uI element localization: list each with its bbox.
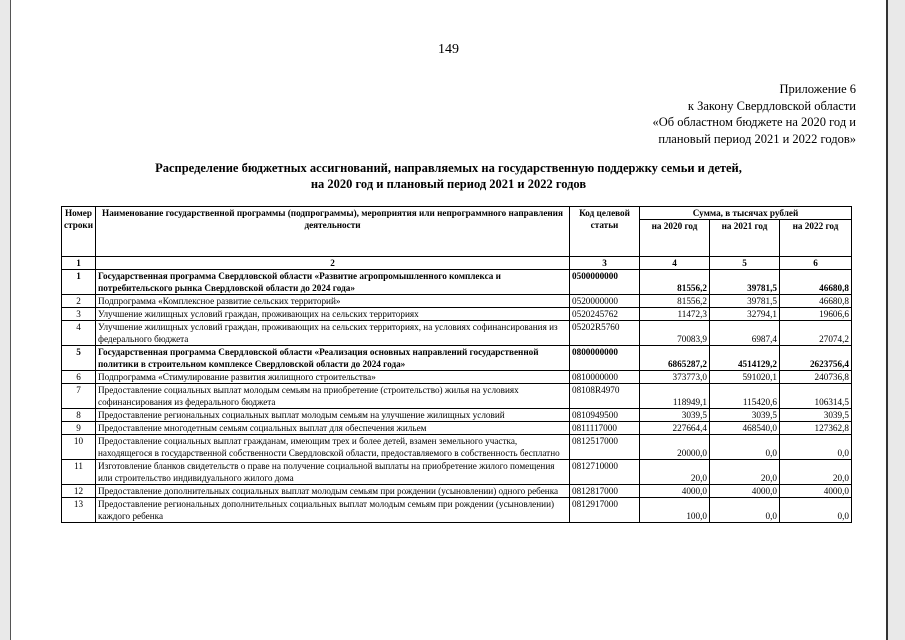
row-code: 0812710000: [570, 460, 640, 485]
appendix-line-2: к Закону Свердловской области: [687, 98, 856, 113]
row-value-2022: 4000,0: [780, 485, 852, 498]
row-value-2021: 39781,5: [710, 295, 780, 308]
table-row: [62, 321, 852, 346]
row-name: Подпрограмма «Комплексное развитие сельских территорий»: [96, 295, 570, 308]
header-code: Код целевой статьи: [570, 207, 640, 257]
appendix-line-3: «Об областном бюджете на 2020 год и: [652, 115, 856, 129]
row-name: Подпрограмма «Стимулирование развития жилищного строительства»: [96, 371, 570, 384]
row-value-2022: 3039,5: [780, 409, 852, 422]
header-row: [62, 207, 852, 220]
row-code: 0812517000: [570, 435, 640, 460]
document-title: [11, 160, 886, 192]
row-number: 3: [62, 308, 96, 321]
column-index: 2: [96, 257, 570, 270]
table-row: [62, 295, 852, 308]
row-value-2022: 127362,8: [780, 422, 852, 435]
row-value-2021: 3039,5: [710, 409, 780, 422]
row-code: 05202R5760: [570, 321, 640, 346]
row-value-2021: 591020,1: [710, 371, 780, 384]
column-index: 3: [570, 257, 640, 270]
header-sum: Сумма, в тысячах рублей: [640, 207, 852, 220]
row-name: Предоставление социальных выплат гражданам, имеющим трех и более детей, взамен земельного участка, находящегося в государственной собственности Свердловской области, предоставляемого в собственность бесплатно: [96, 435, 570, 460]
table-row: [62, 460, 852, 485]
row-value-2022: 106314,5: [780, 384, 852, 409]
row-value-2022: 2623756,4: [780, 346, 852, 371]
table-row: [62, 346, 852, 371]
row-code: 0520245762: [570, 308, 640, 321]
appendix-line-1: Приложение 6: [779, 82, 856, 96]
row-name: Предоставление региональных социальных выплат молодым семьям на улучшение жилищных условий: [96, 409, 570, 422]
title-line-2: на 2020 год и плановый период 2021 и 2022 годов: [310, 177, 587, 191]
table-row: [62, 498, 852, 523]
row-code: 0812917000: [570, 498, 640, 523]
header-2022: на 2022 год: [780, 220, 852, 257]
document-page: [10, 0, 888, 640]
row-value-2020: 373773,0: [640, 371, 710, 384]
row-value-2021: 4000,0: [710, 485, 780, 498]
row-value-2021: 20,0: [710, 460, 780, 485]
row-value-2020: 70083,9: [640, 321, 710, 346]
row-code: 0812817000: [570, 485, 640, 498]
row-number: 6: [62, 371, 96, 384]
row-value-2020: 20,0: [640, 460, 710, 485]
row-value-2021: 6987,4: [710, 321, 780, 346]
header-name: Наименование государственной программы (подпрограммы), мероприятия или непрограммного направления деятельности: [96, 207, 570, 257]
row-value-2022: 46680,8: [780, 270, 852, 295]
row-value-2022: 19606,6: [780, 308, 852, 321]
column-index: 6: [780, 257, 852, 270]
table-row: [62, 308, 852, 321]
column-index-row: [62, 257, 852, 270]
row-code: 0520000000: [570, 295, 640, 308]
row-code: 0500000000: [570, 270, 640, 295]
row-number: 1: [62, 270, 96, 295]
row-value-2021: 39781,5: [710, 270, 780, 295]
row-name: Государственная программа Свердловской области «Реализация основных направлений государственной политики в строительном комплексе Свердловской области до 2024 года»: [96, 346, 570, 371]
row-value-2020: 227664,4: [640, 422, 710, 435]
row-value-2020: 81556,2: [640, 295, 710, 308]
row-value-2020: 3039,5: [640, 409, 710, 422]
row-name: Улучшение жилищных условий граждан, проживающих на сельских территориях: [96, 308, 570, 321]
table-row: [62, 485, 852, 498]
title-line-1: Распределение бюджетных ассигнований, направляемых на государственную поддержку семьи и детей,: [155, 161, 742, 175]
row-number: 7: [62, 384, 96, 409]
column-index: 1: [62, 257, 96, 270]
row-number: 8: [62, 409, 96, 422]
row-number: 5: [62, 346, 96, 371]
row-code: 0811117000: [570, 422, 640, 435]
row-code: 0810949500: [570, 409, 640, 422]
row-name: Предоставление региональных дополнительных социальных выплат молодым семьям при рождении (усыновлении) каждого ребенка: [96, 498, 570, 523]
row-number: 11: [62, 460, 96, 485]
row-value-2021: 0,0: [710, 435, 780, 460]
row-value-2020: 6865287,2: [640, 346, 710, 371]
row-value-2022: 0,0: [780, 435, 852, 460]
row-value-2022: 0,0: [780, 498, 852, 523]
column-index: 4: [640, 257, 710, 270]
row-number: 13: [62, 498, 96, 523]
header-row-number: Номер строки: [62, 207, 96, 257]
row-value-2022: 240736,8: [780, 371, 852, 384]
table-row: [62, 270, 852, 295]
row-number: 4: [62, 321, 96, 346]
row-value-2020: 81556,2: [640, 270, 710, 295]
row-code: 08108R4970: [570, 384, 640, 409]
row-name: Предоставление дополнительных социальных выплат молодым семьям при рождении (усыновлении) одного ребенка: [96, 485, 570, 498]
table-row: [62, 384, 852, 409]
row-code: 0810000000: [570, 371, 640, 384]
row-number: 12: [62, 485, 96, 498]
row-value-2021: 468540,0: [710, 422, 780, 435]
row-name: Изготовление бланков свидетельств о праве на получение социальной выплаты на приобретение жилого помещения или строительство индивидуального жилого дома: [96, 460, 570, 485]
row-number: 2: [62, 295, 96, 308]
row-value-2020: 118949,1: [640, 384, 710, 409]
row-value-2022: 27074,2: [780, 321, 852, 346]
row-value-2020: 4000,0: [640, 485, 710, 498]
table-row: [62, 435, 852, 460]
appendix-line-4: плановый период 2021 и 2022 годов»: [658, 131, 856, 146]
row-value-2020: 100,0: [640, 498, 710, 523]
table-row: [62, 409, 852, 422]
row-value-2021: 32794,1: [710, 308, 780, 321]
row-value-2021: 4514129,2: [710, 346, 780, 371]
row-name: Предоставление многодетным семьям социальных выплат для обеспечения жильем: [96, 422, 570, 435]
page-number: 149: [438, 42, 459, 57]
budget-table: [61, 206, 852, 523]
table-row: [62, 422, 852, 435]
appendix-header: [652, 81, 856, 147]
table-row: [62, 371, 852, 384]
row-value-2021: 115420,6: [710, 384, 780, 409]
header-2021: на 2021 год: [710, 220, 780, 257]
row-name: Государственная программа Свердловской области «Развитие агропромышленного комплекса и потребительского рынка Свердловской области до 2024 года»: [96, 270, 570, 295]
row-value-2022: 46680,8: [780, 295, 852, 308]
row-name: Предоставление социальных выплат молодым семьям на приобретение (строительство) жилья на условиях софинансирования из федерального бюджета: [96, 384, 570, 409]
row-value-2022: 20,0: [780, 460, 852, 485]
column-index: 5: [710, 257, 780, 270]
row-value-2020: 11472,3: [640, 308, 710, 321]
row-code: 0800000000: [570, 346, 640, 371]
header-2020: на 2020 год: [640, 220, 710, 257]
row-value-2021: 0,0: [710, 498, 780, 523]
row-number: 9: [62, 422, 96, 435]
row-number: 10: [62, 435, 96, 460]
row-value-2020: 20000,0: [640, 435, 710, 460]
row-name: Улучшение жилищных условий граждан, проживающих на сельских территориях, на условиях софинансирования из федерального бюджета: [96, 321, 570, 346]
